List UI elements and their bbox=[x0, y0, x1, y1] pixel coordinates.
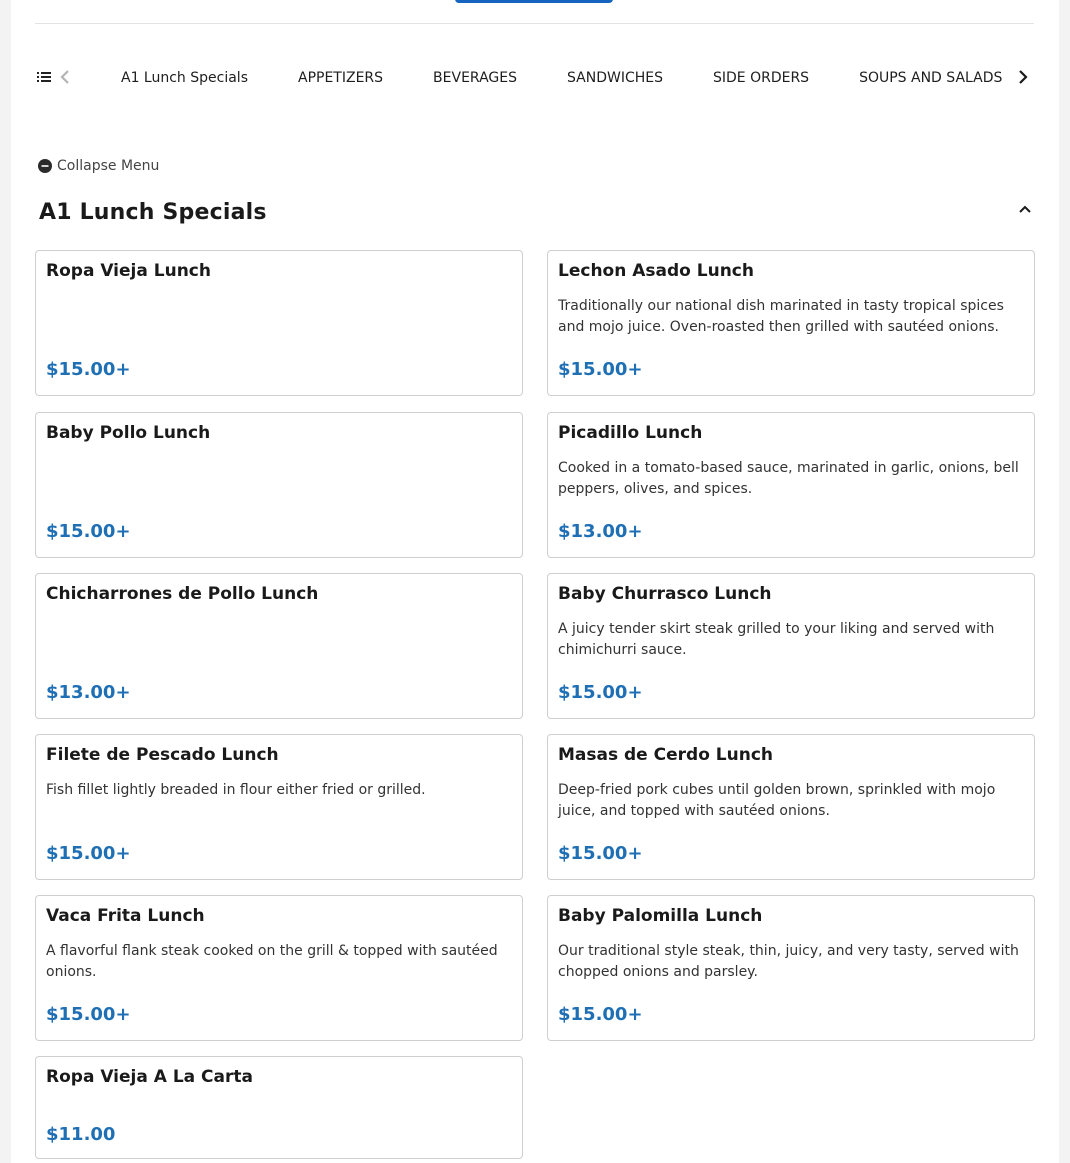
section-title: A1 Lunch Specials bbox=[39, 200, 267, 225]
menu-item-description: Deep-fried pork cubes until golden brown, sprinkled with mojo juice, and topped with sautéed onions. bbox=[558, 782, 996, 819]
menu-item-card[interactable] bbox=[35, 895, 523, 1041]
menu-item-description: A juicy tender skirt steak grilled to your liking and served with chimichurri sauce. bbox=[558, 621, 995, 658]
menu-item-price: $11.00 bbox=[46, 1124, 116, 1145]
chevron-up-icon[interactable] bbox=[1017, 201, 1033, 217]
menu-item-price: $15.00+ bbox=[46, 1004, 131, 1025]
menu-item-card[interactable] bbox=[547, 412, 1035, 558]
menu-item-card[interactable] bbox=[547, 250, 1035, 396]
menu-item-price: $13.00+ bbox=[46, 682, 131, 703]
top-action-button[interactable] bbox=[455, 0, 613, 3]
menu-item-price: $15.00+ bbox=[558, 359, 643, 380]
category-list bbox=[95, 56, 1003, 100]
menu-item-name: Ropa Vieja Lunch bbox=[46, 261, 211, 281]
menu-item-name: Filete de Pescado Lunch bbox=[46, 745, 279, 765]
category-tab[interactable]: SANDWICHES bbox=[567, 70, 663, 86]
menu-item-price: $15.00+ bbox=[46, 521, 131, 542]
category-tab[interactable]: SIDE ORDERS bbox=[712, 70, 810, 86]
list-icon[interactable] bbox=[37, 70, 51, 84]
menu-item-card[interactable] bbox=[547, 895, 1035, 1041]
menu-item-name: Chicharrones de Pollo Lunch bbox=[46, 584, 319, 604]
menu-item-card[interactable] bbox=[35, 250, 523, 396]
menu-item-name: Picadillo Lunch bbox=[558, 423, 703, 443]
menu-item-description: Our traditional style steak, thin, juicy, and very tasty, served with chopped onions and parsley. bbox=[558, 943, 1019, 980]
menu-item-card[interactable] bbox=[35, 1056, 523, 1159]
menu-item-description: A flavorful flank steak cooked on the grill & topped with sautéed onions. bbox=[46, 943, 498, 980]
category-tab[interactable]: APPETIZERS bbox=[298, 70, 384, 86]
category-tab[interactable]: SOUPS AND SALADS bbox=[859, 70, 1003, 86]
menu-item-name: Ropa Vieja A La Carta bbox=[46, 1067, 253, 1087]
menu-item-description: Traditionally our national dish marinated in tasty tropical spices and mojo juice. Oven-roasted then grilled with sautéed onions. bbox=[558, 298, 1004, 335]
chevron-left-icon[interactable] bbox=[59, 69, 71, 85]
menu-item-name: Baby Churrasco Lunch bbox=[558, 584, 772, 604]
menu-item-price: $15.00+ bbox=[558, 1004, 643, 1025]
minus-circle-icon bbox=[38, 159, 52, 173]
menu-page bbox=[11, 0, 1059, 1163]
menu-item-name: Masas de Cerdo Lunch bbox=[558, 745, 774, 765]
menu-item-description: Fish fillet lightly breaded in flour either fried or grilled. bbox=[46, 782, 426, 798]
menu-item-name: Lechon Asado Lunch bbox=[558, 261, 754, 281]
menu-item-price: $15.00+ bbox=[46, 359, 131, 380]
top-divider bbox=[35, 0, 1034, 24]
menu-item-card[interactable] bbox=[35, 734, 523, 880]
menu-item-card[interactable] bbox=[35, 573, 523, 719]
menu-item-card[interactable] bbox=[35, 412, 523, 558]
menu-item-name: Baby Pollo Lunch bbox=[46, 423, 211, 443]
collapse-menu-label: Collapse Menu bbox=[57, 158, 160, 174]
menu-item-price: $15.00+ bbox=[46, 843, 131, 864]
collapse-menu-button[interactable] bbox=[38, 157, 159, 175]
category-tab[interactable]: BEVERAGES bbox=[433, 70, 517, 86]
menu-item-name: Vaca Frita Lunch bbox=[46, 906, 205, 926]
menu-item-price: $15.00+ bbox=[558, 843, 643, 864]
menu-item-description: Cooked in a tomato-based sauce, marinated in garlic, onions, bell peppers, olives, and spices. bbox=[558, 460, 1019, 497]
category-tab[interactable]: A1 Lunch Specials bbox=[121, 70, 248, 86]
menu-item-price: $13.00+ bbox=[558, 521, 643, 542]
menu-item-name: Baby Palomilla Lunch bbox=[558, 906, 763, 926]
menu-item-card[interactable] bbox=[547, 734, 1035, 880]
menu-item-price: $15.00+ bbox=[558, 682, 643, 703]
chevron-right-icon[interactable] bbox=[1017, 69, 1029, 85]
menu-item-card[interactable] bbox=[547, 573, 1035, 719]
category-nav bbox=[35, 56, 1034, 100]
